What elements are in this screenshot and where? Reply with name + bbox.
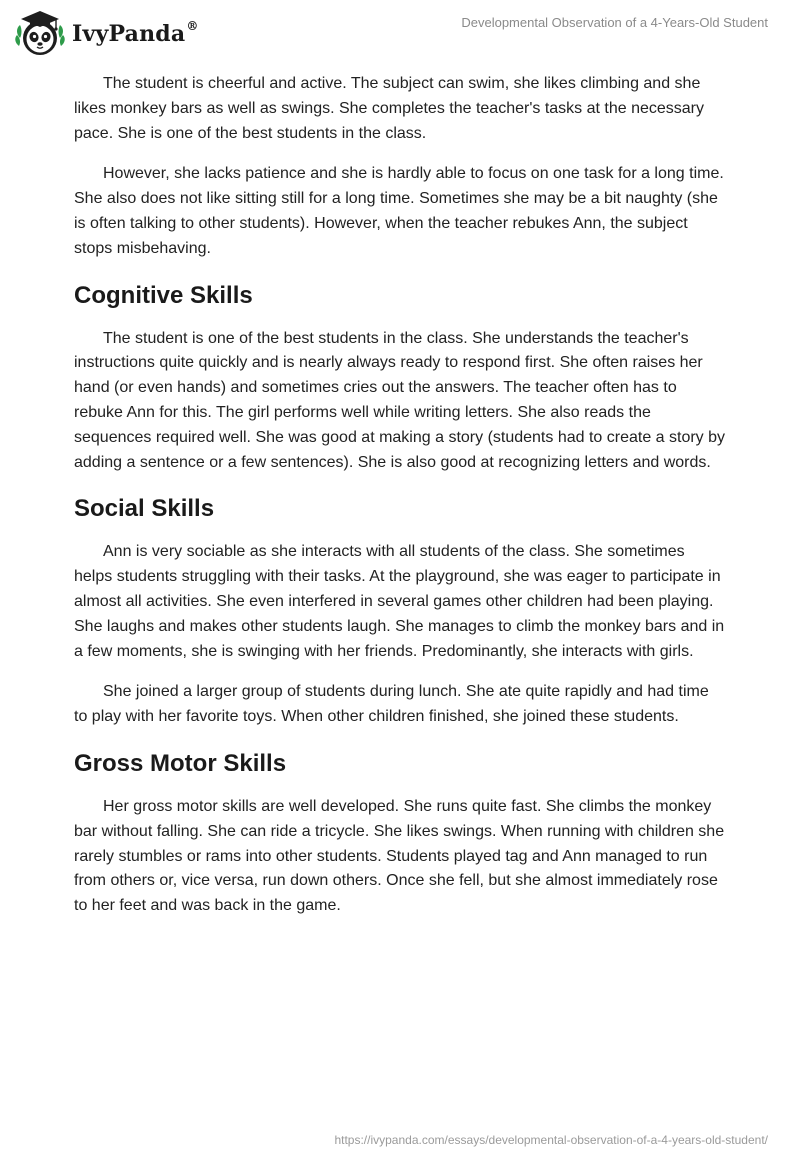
section-heading: Gross Motor Skills [74, 749, 287, 777]
brand-label: IvyPanda [72, 21, 186, 47]
paragraph: The student is cheerful and active. The subject can swim, she likes climbing and she likes monkey bars as well as swings. She completes the teacher's tasks at the necessary pace. She is one of the best students in the class. [74, 75, 705, 142]
paragraph: Her gross motor skills are well developed. She runs quite fast. She climbs the monkey bar without falling. She can ride a tricycle. She likes swings. When running with children she rarely stumbles or rams into other students. Students played tag and Ann managed to run from others or, vice versa, run down others. Once she fell, but she almost immediately rose to her feet and was back in the game. [74, 797, 725, 915]
paragraph: However, she lacks patience and she is hardly able to focus on one task for a long time. She also does not like sitting still for a long time. Sometimes she may be a bit naughty (she is often talking to other students). However, when the teacher rebukes Ann, the subject stops misbehaving. [74, 165, 724, 257]
ivypanda-logo[interactable] [14, 8, 199, 60]
essay-content [74, 72, 726, 935]
page-header [0, 0, 800, 70]
section-heading: Social Skills [74, 495, 215, 523]
paragraph: She joined a larger group of students during lunch. She ate quite rapidly and had time to play with her favorite toys. When other children finished, she joined these students. [74, 683, 709, 726]
paragraph: Ann is very sociable as she interacts with all students of the class. She sometimes helps students struggling with their tasks. At the playground, she was eager to participate in almost all activities. She even interfered in several games other children had been playing. She laughs and makes other students laugh. She manages to climb the monkey bars and in a few moments, she is swinging with her friends. Predominantly, she interacts with girls. [74, 543, 725, 660]
document-title: Developmental Observation of a 4-Years-Old Student [461, 15, 768, 30]
section-heading: Cognitive Skills [74, 281, 253, 309]
registered-mark: ® [186, 19, 199, 33]
source-url[interactable]: https://ivypanda.com/essays/developmental-observation-of-a-4-years-old-student/ [334, 1133, 768, 1147]
paragraph: The student is one of the best students in the class. She understands the teacher's instructions quite quickly and is nearly always ready to respond first. She often raises her hand (or even hands) and sometimes cries out the answers. The teacher often has to rebuke Ann for this. The girl performs well while writing letters. She also reads the sequences required well. She was good at making a story (students had to create a story by adding a sentence or a few sentences). She is also good at recognizing letters and words. [74, 329, 726, 471]
brand-name [72, 21, 199, 47]
panda-graduate-icon [14, 8, 66, 60]
